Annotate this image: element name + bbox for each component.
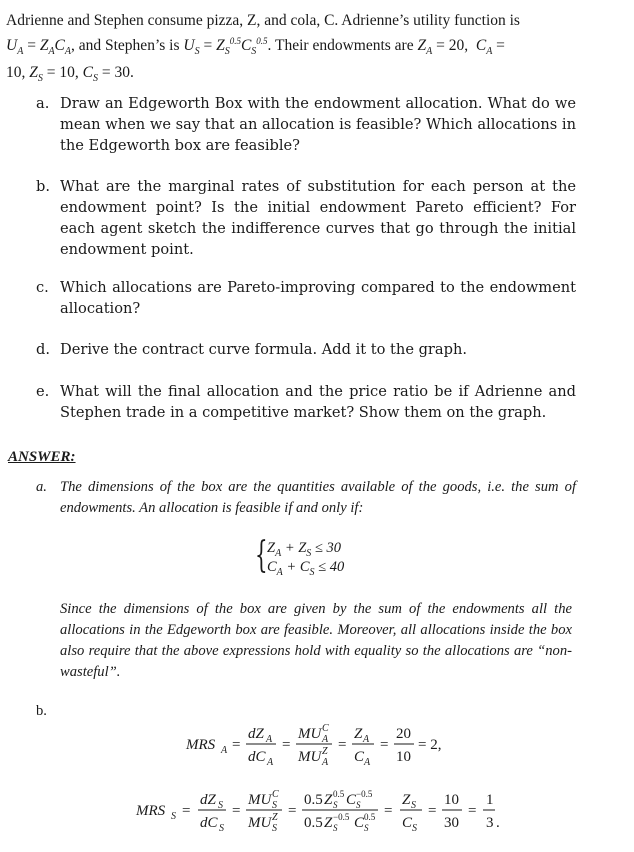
question-c-label: c.	[36, 279, 49, 296]
question-d-label: d.	[36, 341, 50, 358]
svg-text:=: =	[428, 803, 437, 819]
question-e	[36, 381, 576, 423]
svg-text:=: =	[468, 803, 477, 819]
svg-text:−0.5: −0.5	[333, 812, 350, 822]
svg-text:=: =	[380, 737, 389, 753]
svg-text:dZ: dZ	[200, 792, 216, 808]
inequality-pizza: $Z_A + Z_S \le 30$	[267, 540, 342, 559]
svg-text:S: S	[171, 811, 176, 822]
svg-text:S: S	[364, 823, 369, 833]
svg-text:MU: MU	[298, 749, 322, 765]
svg-text:=: =	[338, 737, 347, 753]
problem-intro	[6, 10, 626, 89]
svg-text:−0.5: −0.5	[356, 789, 373, 799]
inequality-cola: $C_A + C_S \le 40$	[267, 559, 345, 578]
svg-text:Z: Z	[324, 792, 333, 808]
answer-a	[36, 477, 576, 519]
svg-text:dC: dC	[248, 749, 266, 765]
question-b-label: b.	[36, 178, 50, 195]
svg-text:10: 10	[444, 792, 459, 808]
svg-text:1: 1	[486, 792, 494, 808]
svg-text:dZ: dZ	[248, 726, 264, 742]
question-d-text: Derive the contract curve formula. Add it to the graph.	[60, 341, 467, 358]
svg-text:A: A	[221, 745, 228, 756]
intro-line-1: Adrienne and Stephen consume pizza, Z, and cola, C. Adrienne’s utility function is	[6, 12, 520, 29]
svg-text:20: 20	[396, 726, 411, 742]
svg-text:Z: Z	[324, 815, 333, 831]
svg-text:S: S	[272, 823, 277, 834]
svg-text:C: C	[322, 723, 329, 734]
svg-text:10: 10	[396, 749, 411, 765]
svg-text:MU: MU	[248, 815, 272, 831]
answer-b-label: b.	[36, 703, 47, 719]
svg-text:A: A	[267, 757, 274, 768]
svg-text:MRS: MRS	[136, 803, 166, 819]
svg-text:Z: Z	[354, 726, 363, 742]
svg-text:C: C	[354, 749, 365, 765]
svg-text:A: A	[364, 757, 371, 768]
intro-line-2: $U_A = Z_AC_A$, and Stephen’s is $U_S = Z_S^{0.5}C_S^{0.5}$. Their endowments are $Z_A = 20$, $C_A$ =	[6, 36, 505, 58]
svg-text:=: =	[182, 803, 191, 819]
svg-text:30: 30	[444, 815, 459, 831]
svg-text:3: 3	[486, 815, 494, 831]
svg-text:Z: Z	[322, 746, 328, 757]
svg-text:S: S	[333, 800, 338, 810]
svg-text:S: S	[411, 800, 416, 811]
question-c	[36, 277, 576, 319]
question-e-label: e.	[36, 383, 50, 400]
svg-text:0.5: 0.5	[333, 789, 345, 799]
feasibility-inequalities	[255, 535, 375, 580]
svg-text:S: S	[412, 823, 417, 834]
svg-text:S: S	[219, 823, 224, 834]
svg-text:C: C	[346, 792, 357, 808]
mrs-a-equation	[182, 718, 482, 770]
svg-text:Z: Z	[272, 812, 278, 823]
svg-text:A: A	[363, 734, 370, 745]
svg-text:S: S	[333, 823, 338, 833]
svg-text:S: S	[272, 800, 277, 811]
svg-text:A: A	[322, 757, 329, 768]
svg-text:=: =	[288, 803, 297, 819]
svg-text:MU: MU	[248, 792, 272, 808]
svg-text:Z: Z	[402, 792, 411, 808]
question-b-text: What are the marginal rates of substitution for each person at the endowment point? Is the initial endowment Pareto efficient? For each agent sketch the indifference curves that go through the initial endowment point.	[60, 178, 576, 258]
svg-text:A: A	[266, 734, 273, 745]
svg-text:=: =	[232, 737, 241, 753]
left-brace-icon: {	[255, 535, 268, 576]
svg-text:0.5: 0.5	[304, 792, 323, 808]
svg-text:S: S	[356, 800, 361, 810]
intro-line-3: 10, $Z_S = 10$, $C_S = 30$.	[6, 64, 134, 85]
question-a-text: Draw an Edgeworth Box with the endowment allocation. What do we mean when we say that an allocation is feasible? Which allocations in the Edgeworth box are feasible?	[60, 95, 576, 154]
svg-text:dC: dC	[200, 815, 218, 831]
answer-a-label: a.	[36, 479, 47, 495]
svg-text:C: C	[402, 815, 413, 831]
svg-text:MRS: MRS	[186, 737, 216, 753]
svg-text:0.5: 0.5	[304, 815, 323, 831]
answer-a-text-2: Since the dimensions of the box are given by the sum of the endowments all the allocations in the Edgeworth box are feasible. Moreover, all allocations inside the box also require that the above expressions hold with equality so the allocations are “non-wasteful”.	[60, 601, 572, 680]
svg-text:=: =	[232, 803, 241, 819]
question-a	[36, 93, 576, 156]
question-c-text: Which allocations are Pareto-improving compared to the endowment allocation?	[60, 279, 576, 317]
answer-a-text: The dimensions of the box are the quantities available of the goods, i.e. the sum of endowments. An allocation is feasible if and only if:	[60, 479, 576, 516]
svg-text:= 2,: = 2,	[418, 737, 442, 753]
question-b	[36, 176, 576, 260]
question-d	[36, 339, 576, 360]
question-e-text: What will the final allocation and the price ratio be if Adrienne and Stephen trade in a competitive market? Show them on the graph.	[60, 383, 576, 421]
svg-text:0.5: 0.5	[364, 812, 376, 822]
svg-text:C: C	[272, 789, 279, 800]
svg-text:=: =	[384, 803, 393, 819]
question-a-label: a.	[36, 95, 50, 112]
svg-text:C: C	[354, 815, 365, 831]
svg-text:.: .	[496, 815, 500, 831]
mrs-s-equation	[132, 783, 612, 839]
svg-text:=: =	[282, 737, 291, 753]
svg-text:S: S	[218, 800, 223, 811]
answer-heading: ANSWER:	[8, 449, 76, 465]
svg-text:MU: MU	[298, 726, 322, 742]
svg-text:A: A	[322, 734, 329, 745]
